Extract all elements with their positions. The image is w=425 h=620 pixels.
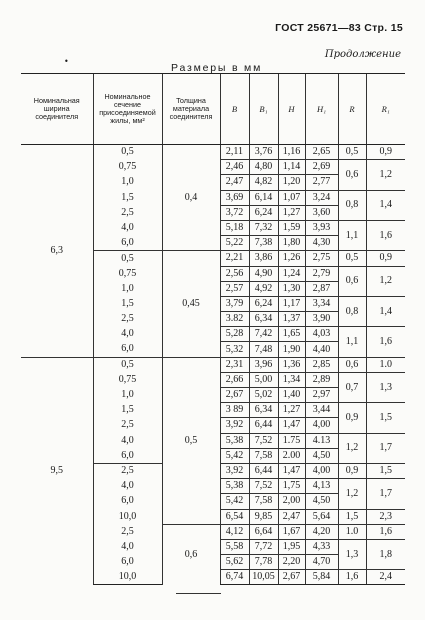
conductor-section-cell: 2,5: [93, 463, 162, 478]
r1-cell: 1,2: [366, 266, 405, 296]
header-r1: R₁: [366, 74, 405, 145]
b-cell: 2,11: [220, 145, 249, 160]
h1-cell: 4,13: [305, 479, 338, 494]
h-cell: 1,30: [278, 281, 305, 296]
r1-cell: 0,9: [366, 145, 405, 160]
h-cell: 1,14: [278, 160, 305, 175]
b-cell: 3,92: [220, 463, 249, 478]
h-cell: 1,37: [278, 312, 305, 327]
header-b: B: [220, 74, 249, 145]
b-cell: 3,92: [220, 418, 249, 433]
units-caption: Размеры в мм: [171, 62, 263, 74]
r-cell: 1,1: [338, 220, 366, 250]
h1-cell: 2,97: [305, 388, 338, 403]
conductor-section-cell: 6,0: [93, 236, 162, 251]
h1-cell: 2,79: [305, 266, 338, 281]
b1-cell: 6,34: [249, 312, 278, 327]
conductor-section-cell: 1,0: [93, 388, 162, 403]
conductor-section-cell: 0,75: [93, 160, 162, 175]
conductor-section-cell: 4,0: [93, 539, 162, 554]
header-h1: H₁: [305, 74, 338, 145]
h1-cell: 4,50: [305, 448, 338, 463]
r-cell: 0,6: [338, 357, 366, 372]
b-cell: 6,74: [220, 570, 249, 585]
conductor-section-cell: 0,75: [93, 266, 162, 281]
b-cell: 5,28: [220, 327, 249, 342]
h-cell: 1,47: [278, 418, 305, 433]
r-cell: 1,5: [338, 509, 366, 524]
h-cell: 2.00: [278, 448, 305, 463]
header-thickness: Толщина материала соединителя: [162, 74, 220, 145]
b1-cell: 7,38: [249, 236, 278, 251]
thickness-cell: 0,6: [162, 524, 220, 585]
conductor-section-cell: 0,5: [93, 357, 162, 372]
r1-cell: 2,4: [366, 570, 405, 585]
header-b1: B₁: [249, 74, 278, 145]
thickness-cell: 0,5: [162, 357, 220, 524]
h1-cell: 3,90: [305, 312, 338, 327]
r1-cell: 0,9: [366, 251, 405, 266]
b1-cell: 5,02: [249, 388, 278, 403]
h-cell: 1,90: [278, 342, 305, 357]
h-cell: 1,16: [278, 145, 305, 160]
r-cell: 0,5: [338, 145, 366, 160]
b-cell: 2,47: [220, 175, 249, 190]
h-cell: 1,26: [278, 251, 305, 266]
r-cell: 1,6: [338, 570, 366, 585]
bullet-mark: •: [64, 57, 69, 66]
b1-cell: 9,85: [249, 509, 278, 524]
b1-cell: 6,64: [249, 524, 278, 539]
h-cell: 1,07: [278, 190, 305, 205]
conductor-section-cell: 10,0: [93, 509, 162, 524]
b1-cell: 3,76: [249, 145, 278, 160]
b1-cell: 7,58: [249, 448, 278, 463]
h-cell: 2,20: [278, 555, 305, 570]
h1-cell: 2,77: [305, 175, 338, 190]
r1-cell: 1,3: [366, 372, 405, 402]
r1-cell: 1.0: [366, 357, 405, 372]
h-cell: 1,20: [278, 175, 305, 190]
r-cell: 1,2: [338, 479, 366, 509]
b1-cell: 7,32: [249, 220, 278, 235]
b-cell: 3 89: [220, 403, 249, 418]
dimensions-table: [21, 73, 405, 585]
h-cell: 1,24: [278, 266, 305, 281]
b1-cell: 6,44: [249, 463, 278, 478]
r1-cell: 1,4: [366, 190, 405, 220]
h1-cell: 5,84: [305, 570, 338, 585]
r-cell: 1,2: [338, 433, 366, 463]
h-cell: 1,27: [278, 403, 305, 418]
header-conductor-section: Номинальное сечение присоединяемой жилы, мм²: [93, 74, 162, 145]
r1-cell: 1,7: [366, 479, 405, 509]
b-cell: 3.82: [220, 312, 249, 327]
h1-cell: 2,87: [305, 281, 338, 296]
conductor-section-cell: 1,0: [93, 175, 162, 190]
h-cell: 1,17: [278, 296, 305, 311]
b-cell: 6,54: [220, 509, 249, 524]
b-cell: 2,66: [220, 372, 249, 387]
continuation-label: Продолжение: [324, 49, 401, 60]
b-cell: 2,56: [220, 266, 249, 281]
r1-cell: 1,5: [366, 403, 405, 433]
table-row: [21, 357, 405, 372]
h1-cell: 4,00: [305, 418, 338, 433]
h1-cell: 3,93: [305, 220, 338, 235]
b1-cell: 6,34: [249, 403, 278, 418]
h1-cell: 2,69: [305, 160, 338, 175]
h1-cell: 2,65: [305, 145, 338, 160]
h-cell: 2,47: [278, 509, 305, 524]
r1-cell: 1,6: [366, 327, 405, 357]
nominal-width-cell: 6,3: [21, 145, 93, 358]
h-cell: 1,95: [278, 539, 305, 554]
h1-cell: 3,44: [305, 403, 338, 418]
b-cell: 2,67: [220, 388, 249, 403]
h-cell: 1,47: [278, 463, 305, 478]
r1-cell: 1,7: [366, 433, 405, 463]
h-cell: 2,00: [278, 494, 305, 509]
h-cell: 1,67: [278, 524, 305, 539]
conductor-section-cell: 6,0: [93, 448, 162, 463]
r1-cell: 1,5: [366, 463, 405, 478]
conductor-section-cell: 1,5: [93, 403, 162, 418]
conductor-section-cell: 2,5: [93, 524, 162, 539]
conductor-section-cell: 0,75: [93, 372, 162, 387]
h1-cell: 3,60: [305, 205, 338, 220]
h-cell: 1,27: [278, 205, 305, 220]
conductor-section-cell: 4,0: [93, 433, 162, 448]
r1-cell: 1,6: [366, 220, 405, 250]
h1-cell: 4,03: [305, 327, 338, 342]
b1-cell: 7,48: [249, 342, 278, 357]
conductor-section-cell: 0,5: [93, 145, 162, 160]
r-cell: 0,6: [338, 160, 366, 190]
header-h: H: [278, 74, 305, 145]
b-cell: 2,21: [220, 251, 249, 266]
h-cell: 1,59: [278, 220, 305, 235]
b-cell: 5,18: [220, 220, 249, 235]
r-cell: 0,5: [338, 251, 366, 266]
footer-rule: [176, 593, 221, 594]
h-cell: 1,34: [278, 372, 305, 387]
h1-cell: 4,33: [305, 539, 338, 554]
h1-cell: 4.13: [305, 433, 338, 448]
conductor-section-cell: 2,5: [93, 418, 162, 433]
h1-cell: 4,40: [305, 342, 338, 357]
thickness-cell: 0,45: [162, 251, 220, 357]
b1-cell: 4,80: [249, 160, 278, 175]
h-cell: 1.75: [278, 433, 305, 448]
b-cell: 4,12: [220, 524, 249, 539]
h-cell: 1,36: [278, 357, 305, 372]
b1-cell: 7,52: [249, 433, 278, 448]
h1-cell: 2,85: [305, 357, 338, 372]
b-cell: 5,58: [220, 539, 249, 554]
r-cell: 0,6: [338, 266, 366, 296]
page-header: ГОСТ 25671—83 Стр. 15: [275, 22, 403, 34]
h-cell: 1,40: [278, 388, 305, 403]
b-cell: 5,32: [220, 342, 249, 357]
conductor-section-cell: 6,0: [93, 555, 162, 570]
h-cell: 1,80: [278, 236, 305, 251]
b-cell: 5,42: [220, 494, 249, 509]
b-cell: 5,22: [220, 236, 249, 251]
b1-cell: 7,58: [249, 494, 278, 509]
h1-cell: 4,50: [305, 494, 338, 509]
conductor-section-cell: 4,0: [93, 220, 162, 235]
b1-cell: 7,52: [249, 479, 278, 494]
conductor-section-cell: 2,5: [93, 205, 162, 220]
b-cell: 2,57: [220, 281, 249, 296]
h1-cell: 4,70: [305, 555, 338, 570]
b1-cell: 7,42: [249, 327, 278, 342]
h1-cell: 4,20: [305, 524, 338, 539]
b1-cell: 6,24: [249, 296, 278, 311]
b1-cell: 7,72: [249, 539, 278, 554]
r-cell: 1,1: [338, 327, 366, 357]
b-cell: 5,42: [220, 448, 249, 463]
r-cell: 0,9: [338, 403, 366, 433]
r-cell: 0,8: [338, 190, 366, 220]
r-cell: 1.0: [338, 524, 366, 539]
r-cell: 0,9: [338, 463, 366, 478]
r-cell: 0,7: [338, 372, 366, 402]
b1-cell: 4,82: [249, 175, 278, 190]
h-cell: 1,75: [278, 479, 305, 494]
h1-cell: 2,75: [305, 251, 338, 266]
h1-cell: 4,00: [305, 463, 338, 478]
h-cell: 1,65: [278, 327, 305, 342]
b1-cell: 3,96: [249, 357, 278, 372]
conductor-section-cell: 6,0: [93, 342, 162, 357]
h1-cell: 5,64: [305, 509, 338, 524]
b-cell: 5,38: [220, 479, 249, 494]
h1-cell: 2,89: [305, 372, 338, 387]
conductor-section-cell: 1,0: [93, 281, 162, 296]
r-cell: 0,8: [338, 296, 366, 326]
b-cell: 3,69: [220, 190, 249, 205]
nominal-width-cell: 9,5: [50, 465, 63, 477]
conductor-section-cell: 4,0: [93, 327, 162, 342]
h1-cell: 4,30: [305, 236, 338, 251]
b1-cell: 10,05: [249, 570, 278, 585]
b1-cell: 7,78: [249, 555, 278, 570]
b-cell: 5,62: [220, 555, 249, 570]
b1-cell: 6,14: [249, 190, 278, 205]
conductor-section-cell: 1,5: [93, 296, 162, 311]
conductor-section-cell: 1,5: [93, 190, 162, 205]
table-header-row: [21, 74, 405, 145]
h-cell: 2,67: [278, 570, 305, 585]
b1-cell: 4,92: [249, 281, 278, 296]
b-cell: 2,31: [220, 357, 249, 372]
thickness-cell: 0,4: [162, 145, 220, 251]
h1-cell: 3,24: [305, 190, 338, 205]
conductor-section-cell: 6,0: [93, 494, 162, 509]
r1-cell: 1,6: [366, 524, 405, 539]
conductor-section-cell: 4,0: [93, 479, 162, 494]
conductor-section-cell: 10,0: [93, 570, 162, 585]
table-row: [21, 145, 405, 160]
b-cell: 3,79: [220, 296, 249, 311]
r1-cell: 2,3: [366, 509, 405, 524]
b-cell: 5,38: [220, 433, 249, 448]
r1-cell: 1,8: [366, 539, 405, 569]
b1-cell: 6,44: [249, 418, 278, 433]
r1-cell: 1,4: [366, 296, 405, 326]
h1-cell: 3,34: [305, 296, 338, 311]
conductor-section-cell: 0,5: [93, 251, 162, 266]
header-nominal-width: Номинальная ширина соединителя: [21, 74, 93, 145]
conductor-section-cell: 2,5: [93, 312, 162, 327]
b-cell: 2,46: [220, 160, 249, 175]
b1-cell: 5,00: [249, 372, 278, 387]
b1-cell: 3,86: [249, 251, 278, 266]
b-cell: 3,72: [220, 205, 249, 220]
header-r: R: [338, 74, 366, 145]
r-cell: 1,3: [338, 539, 366, 569]
b1-cell: 6,24: [249, 205, 278, 220]
b1-cell: 4,90: [249, 266, 278, 281]
r1-cell: 1,2: [366, 160, 405, 190]
